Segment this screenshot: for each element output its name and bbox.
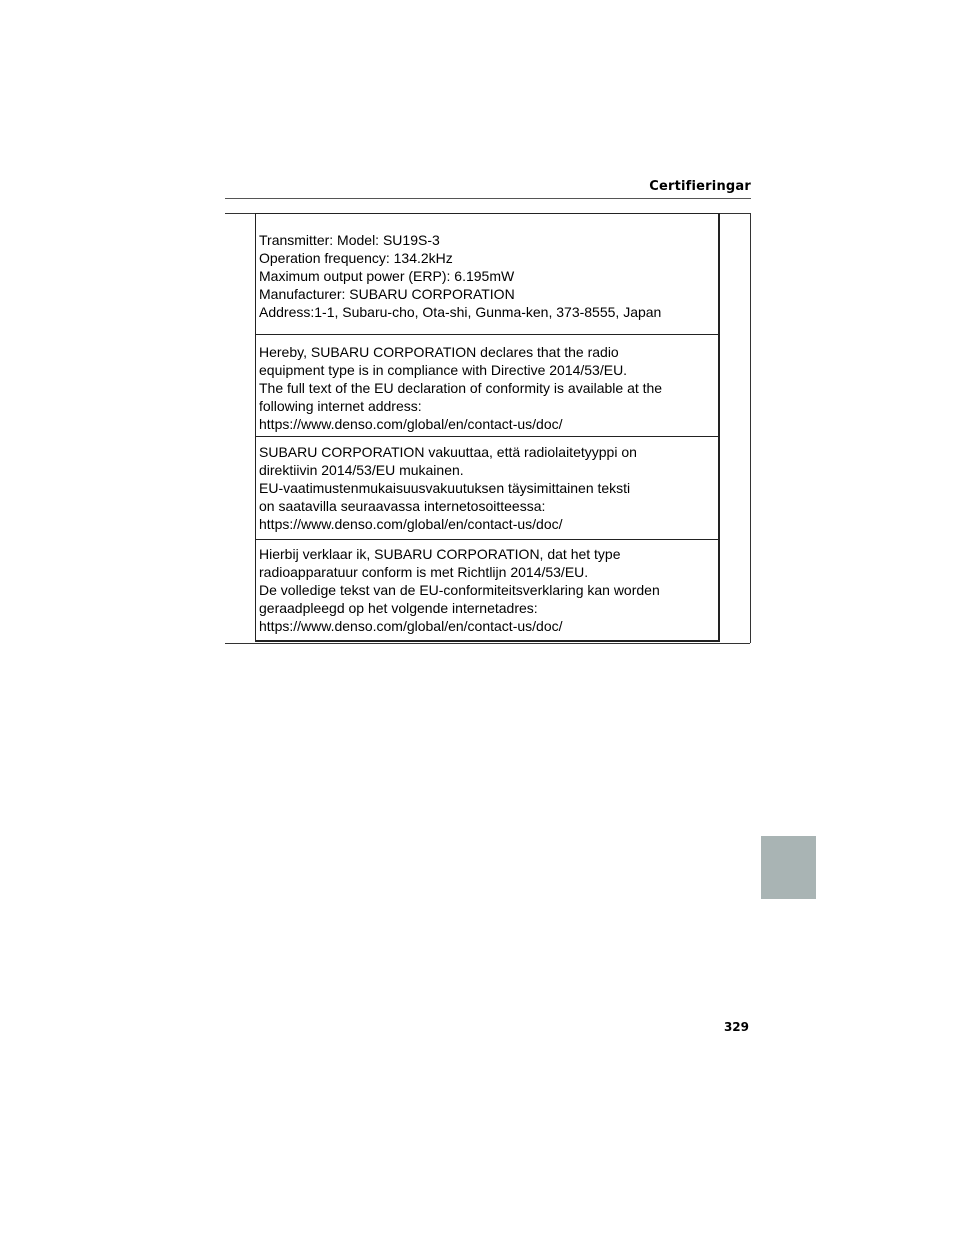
- text-line: geraadpleegd op het volgende internetadres:: [259, 600, 538, 616]
- row-separator: [256, 539, 718, 540]
- text-line: The full text of the EU declaration of conformity is available at the: [259, 380, 663, 396]
- text-line: Transmitter: Model: SU19S-3: [259, 232, 440, 248]
- frame-right-edge: [750, 213, 751, 643]
- text-line: Address:1-1, Subaru-cho, Ota-shi, Gunma-ken, 373-8555, Japan: [259, 304, 662, 320]
- text-line: on saatavilla seuraavassa internetosoitteessa:: [259, 498, 546, 514]
- text-line: Hierbij verklaar ik, SUBARU CORPORATION, dat het type: [259, 546, 621, 562]
- page-number: 329: [723, 1020, 749, 1034]
- text-line: De volledige tekst van de EU-conformiteitsverklaring kan worden: [259, 582, 660, 598]
- text-line: radioapparatuur conform is met Richtlijn 2014/53/EU.: [259, 564, 589, 580]
- text-line: Operation frequency: 134.2kHz: [259, 250, 453, 266]
- text-line: https://www.denso.com/global/en/contact-us/doc/: [259, 416, 563, 432]
- header-divider: [225, 198, 751, 199]
- text-line: Hereby, SUBARU CORPORATION declares that the radio: [259, 344, 619, 360]
- text-line: equipment type is in compliance with Directive 2014/53/EU.: [259, 362, 628, 378]
- row-separator: [256, 436, 718, 437]
- row-separator: [256, 334, 718, 335]
- text-line: https://www.denso.com/global/en/contact-us/doc/: [259, 516, 563, 532]
- text-line: https://www.denso.com/global/en/contact-us/doc/: [259, 618, 563, 634]
- chapter-tab: [761, 836, 816, 899]
- declaration-dutch-block: [256, 545, 718, 635]
- text-line: direktiivin 2014/53/EU mukainen.: [259, 462, 464, 478]
- section-title: Certifieringar: [649, 179, 751, 194]
- text-line: EU-vaatimustenmukaisuusvakuutuksen täysimittainen teksti: [259, 480, 631, 496]
- declaration-english-block: [256, 343, 718, 433]
- text-line: SUBARU CORPORATION vakuuttaa, että radiolaitetyyppi on: [259, 444, 637, 460]
- text-line: following internet address:: [259, 398, 422, 414]
- declaration-finnish-block: [256, 443, 718, 533]
- certification-table: [255, 213, 720, 642]
- text-line: Maximum output power (ERP): 6.195mW: [259, 268, 515, 284]
- text-line: Manufacturer: SUBARU CORPORATION: [259, 286, 515, 302]
- transmitter-info-block: [256, 231, 718, 321]
